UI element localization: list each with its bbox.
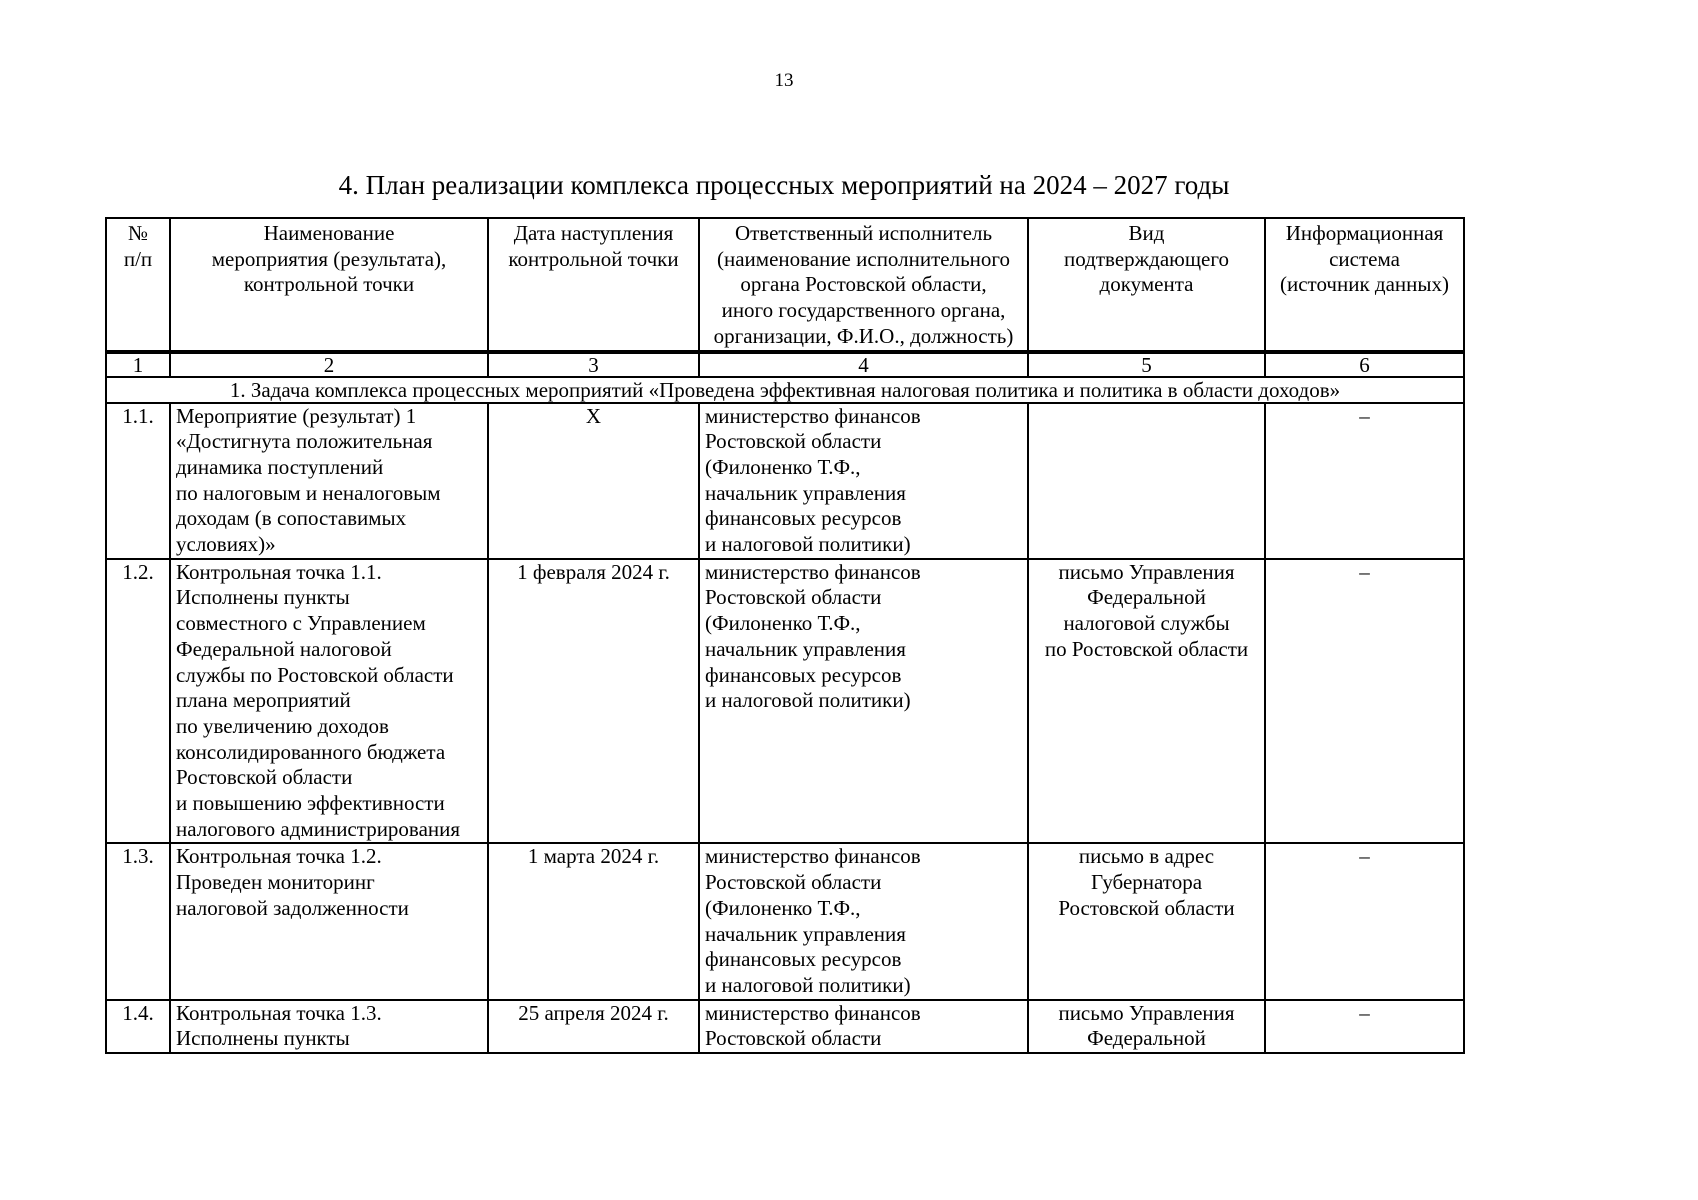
row-document [1028, 403, 1265, 559]
table-row [106, 843, 1464, 999]
row-system: – [1265, 559, 1464, 844]
column-number: 3 [488, 352, 699, 377]
row-document: письмо Управления Федеральной [1028, 1000, 1265, 1053]
table-row [106, 1000, 1464, 1053]
row-name: Контрольная точка 1.2. Проведен мониторинг налоговой задолженности [170, 843, 488, 999]
row-number: 1.4. [106, 1000, 170, 1053]
row-document: письмо Управления Федеральной налоговой службы по Ростовской области [1028, 559, 1265, 844]
row-executor: министерство финансов Ростовской области [699, 1000, 1028, 1053]
row-system: – [1265, 843, 1464, 999]
column-number: 4 [699, 352, 1028, 377]
row-date: X [488, 403, 699, 559]
table-row [106, 559, 1464, 844]
row-date: 1 февраля 2024 г. [488, 559, 699, 844]
row-system: – [1265, 1000, 1464, 1053]
header-row [106, 218, 1464, 352]
header-system: Информационная система (источник данных) [1265, 218, 1464, 352]
row-number: 1.3. [106, 843, 170, 999]
row-name: Мероприятие (результат) 1 «Достигнута положительная динамика поступлений по налоговым и неналоговым доходам (в сопоставимых условиях)» [170, 403, 488, 559]
row-name: Контрольная точка 1.3. Исполнены пункты [170, 1000, 488, 1053]
column-number: 2 [170, 352, 488, 377]
table-row [106, 403, 1464, 559]
column-number-row [106, 352, 1464, 377]
row-name: Контрольная точка 1.1. Исполнены пункты совместного с Управлением Федеральной налоговой службы по Ростовской области плана мероприятий по увеличению доходов консолидированного бюджета Ростовской области и повышению эффективности налогового администрирования [170, 559, 488, 844]
header-number: № п/п [106, 218, 170, 352]
row-executor: министерство финансов Ростовской области (Филоненко Т.Ф., начальник управления финансовых ресурсов и налоговой политики) [699, 403, 1028, 559]
row-executor: министерство финансов Ростовской области (Филоненко Т.Ф., начальник управления финансовых ресурсов и налоговой политики) [699, 843, 1028, 999]
row-document: письмо в адрес Губернатора Ростовской области [1028, 843, 1265, 999]
column-number: 5 [1028, 352, 1265, 377]
plan-table [105, 217, 1465, 1054]
header-name: Наименование мероприятия (результата), контрольной точки [170, 218, 488, 352]
row-executor: министерство финансов Ростовской области (Филоненко Т.Ф., начальник управления финансовых ресурсов и налоговой политики) [699, 559, 1028, 844]
page-title: 4. План реализации комплекса процессных мероприятий на 2024 – 2027 годы [338, 170, 1230, 200]
task-row [106, 377, 1464, 403]
column-number: 6 [1265, 352, 1464, 377]
row-date: 1 марта 2024 г. [488, 843, 699, 999]
column-number: 1 [106, 352, 170, 377]
header-date: Дата наступления контрольной точки [488, 218, 699, 352]
header-document: Вид подтверждающего документа [1028, 218, 1265, 352]
row-number: 1.1. [106, 403, 170, 559]
row-number: 1.2. [106, 559, 170, 844]
row-system: – [1265, 403, 1464, 559]
task-heading: 1. Задача комплекса процессных мероприятий «Проведена эффективная налоговая политика и политика в области доходов» [106, 377, 1464, 403]
row-date: 25 апреля 2024 г. [488, 1000, 699, 1053]
header-executor: Ответственный исполнитель (наименование исполнительного органа Ростовской области, иного государственного органа, организации, Ф.И.О., должность) [699, 218, 1028, 352]
page-number: 13 [774, 70, 794, 91]
